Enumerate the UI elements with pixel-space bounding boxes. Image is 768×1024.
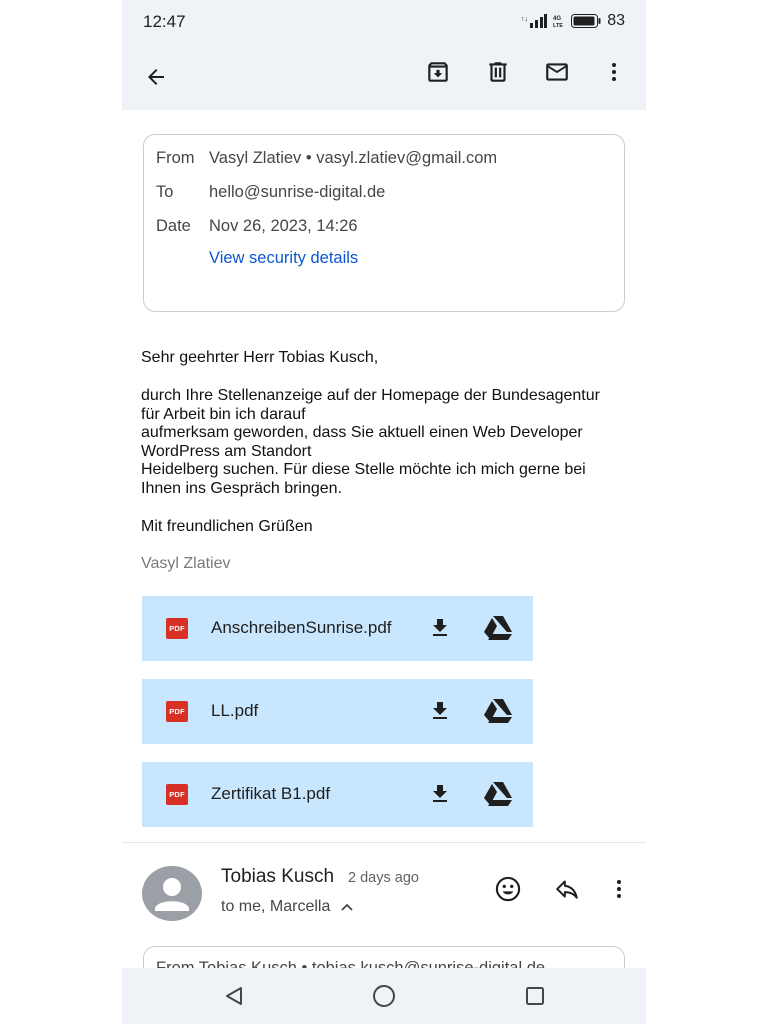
save-to-drive-button[interactable] <box>482 697 514 725</box>
status-bar <box>122 0 646 44</box>
chevron-up-icon <box>341 903 353 911</box>
nav-recents-button[interactable] <box>517 978 553 1014</box>
status-icons <box>521 12 625 30</box>
message-body <box>141 387 600 498</box>
more-options-button[interactable] <box>596 54 632 90</box>
pdf-file-icon: PDF <box>166 701 188 722</box>
download-icon <box>428 782 452 806</box>
attachment-name: Zertifikat B1.pdf <box>211 784 331 803</box>
person-icon <box>142 866 202 921</box>
date-value: Nov 26, 2023, 14:26 <box>209 217 358 235</box>
reply-button[interactable] <box>549 871 585 907</box>
back-arrow-icon <box>144 65 168 89</box>
attachment-chip[interactable] <box>142 762 533 827</box>
body-line: Ihnen ins Gespräch bringen. <box>141 479 343 497</box>
from-value: Vasyl Zlatiev • vasyl.zlatiev@gmail.com <box>209 149 498 167</box>
pdf-file-icon: PDF <box>166 618 188 639</box>
message-details-card <box>143 134 625 312</box>
download-button[interactable] <box>426 697 454 725</box>
signal-icon <box>521 14 547 28</box>
sender-name: Tobias Kusch <box>221 866 335 887</box>
date-label: Date <box>156 217 191 235</box>
from-label: From <box>156 149 195 167</box>
add-reaction-button[interactable] <box>490 871 526 907</box>
reply-icon <box>554 876 580 902</box>
body-line: Heidelberg suchen. Für diese Stelle möchte ich mich gerne bei <box>141 461 586 478</box>
download-icon <box>428 699 452 723</box>
download-icon <box>428 616 452 640</box>
save-to-drive-button[interactable] <box>482 780 514 808</box>
recipients-toggle[interactable] <box>221 898 353 916</box>
nav-home-icon <box>372 984 396 1008</box>
to-label: To <box>156 183 174 201</box>
more-vert-icon <box>607 877 631 901</box>
archive-icon <box>425 59 451 85</box>
trash-icon <box>485 59 511 85</box>
more-vert-icon <box>602 60 626 84</box>
battery-icon <box>571 14 601 28</box>
avatar[interactable] <box>142 866 202 921</box>
emoji-icon <box>494 875 522 903</box>
body-line: durch Ihre Stellenanzeige auf der Homepage der Bundesagentur <box>141 387 600 404</box>
attachment-chip[interactable] <box>142 679 533 744</box>
mail-icon <box>543 59 571 85</box>
svg-text:↑↓: ↑↓ <box>521 16 529 23</box>
phone-screen <box>122 0 646 1024</box>
save-to-drive-button[interactable] <box>482 614 514 642</box>
archive-button[interactable] <box>420 54 456 90</box>
status-time: 12:47 <box>143 12 186 31</box>
svg-text:4G: 4G <box>553 16 562 22</box>
google-drive-icon <box>483 615 513 641</box>
attachment-name: LL.pdf <box>211 701 259 720</box>
message-time: 2 days ago <box>348 870 419 886</box>
system-nav-bar <box>122 968 646 1024</box>
google-drive-icon <box>483 781 513 807</box>
google-drive-icon <box>483 698 513 724</box>
message-more-button[interactable] <box>601 871 637 907</box>
download-button[interactable] <box>426 780 454 808</box>
top-app-bar <box>122 44 646 110</box>
delete-button[interactable] <box>480 54 516 90</box>
attachment-name: AnschreibenSunrise.pdf <box>211 618 392 637</box>
greeting: Sehr geehrter Herr Tobias Kusch, <box>141 349 379 366</box>
nav-home-button[interactable] <box>366 978 402 1014</box>
nav-recents-icon <box>524 985 546 1007</box>
message-divider <box>122 842 646 843</box>
view-security-details-link[interactable]: View security details <box>209 249 359 267</box>
nav-back-button[interactable] <box>216 978 252 1014</box>
battery-level: 83 <box>607 12 625 29</box>
download-button[interactable] <box>426 614 454 642</box>
body-line: für Arbeit bin ich darauf <box>141 405 306 423</box>
svg-text:LTE: LTE <box>553 23 564 28</box>
to-value: hello@sunrise-digital.de <box>209 183 386 201</box>
attachment-chip[interactable] <box>142 596 533 661</box>
recipients-text: to me, Marcella <box>221 898 331 915</box>
body-line: aufmerksam geworden, dass Sie aktuell einen Web Developer <box>141 424 583 441</box>
back-button[interactable] <box>138 59 174 95</box>
mark-unread-button[interactable] <box>539 54 575 90</box>
closing: Mit freundlichen Grüßen <box>141 518 313 535</box>
signature: Vasyl Zlatiev <box>141 555 231 572</box>
body-line: WordPress am Standort <box>141 442 312 460</box>
pdf-file-icon: PDF <box>166 784 188 805</box>
nav-back-icon <box>223 985 245 1007</box>
lte-icon <box>553 14 565 28</box>
